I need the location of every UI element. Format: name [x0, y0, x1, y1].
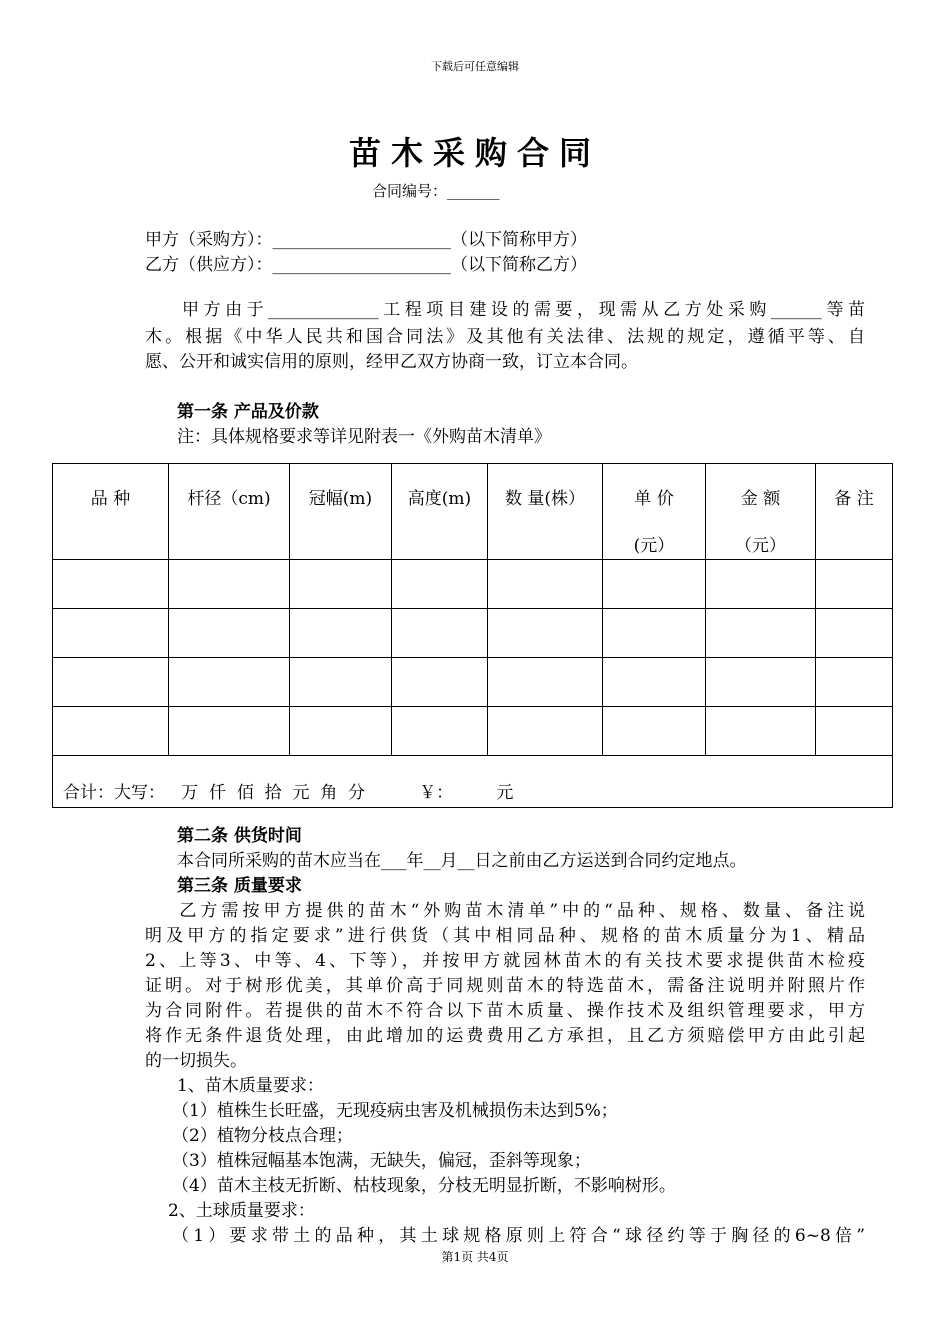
article-2-text: 本合同所采购的苗木应当在___年__月__日之前由乙方运送到合同约定地点。: [177, 851, 747, 871]
quality-item: （1）植株生长旺盛，无现疫病虫害及机械损伤未达到5%；: [172, 1101, 618, 1121]
header-cell: [169, 464, 290, 560]
header-cell: [603, 464, 706, 560]
party-a-line: 甲方（采购方）：_____________________（以下简称甲方）: [145, 230, 587, 250]
article-1-title: 第一条 产品及价款: [177, 402, 319, 422]
intro-line: 木。根据《中华人民共和国合同法》及其他有关法律、法规的规定，遵循平等、自: [145, 327, 865, 347]
article-1-note: 注：具体规格要求等详见附表一《外购苗木清单》: [177, 427, 551, 447]
table-row: [53, 609, 893, 658]
header-unit: (元）: [633, 536, 675, 556]
article-3-line: 将作无条件退货处理，由此增加的运费费用乙方承担，且乙方须赔偿甲方由此引起: [145, 1026, 865, 1046]
header-cell: [290, 464, 392, 560]
total-amount: 合计：大写： 万 仟 佰 拾 元 角 分 ￥： 元: [53, 756, 893, 808]
table-row: [53, 560, 893, 609]
table-total-row: [53, 756, 893, 808]
article-3-line: 的一切损失。: [145, 1051, 247, 1071]
product-price-table: [52, 463, 893, 808]
quality-item: 1、苗木质量要求：: [177, 1076, 324, 1096]
header-note: 下载后可任意编辑: [431, 60, 519, 73]
header-cell: [816, 464, 893, 560]
quality-item: （3）植株冠幅基本饱满，无缺失，偏冠，歪斜等现象；: [172, 1151, 591, 1171]
contract-number: 合同编号：_______: [372, 182, 500, 200]
header-label: 单 价: [634, 489, 674, 509]
intro-line: 愿、公开和诚实信用的原则，经甲乙双方协商一致，订立本合同。: [145, 352, 638, 372]
header-label: 备 注: [834, 489, 874, 509]
header-label: 杆径（cm): [187, 489, 271, 509]
article-3-line: 2、上等3、中等、4、下等），并按甲方就园林苗木的有关技术要求提供苗木检疫: [145, 951, 865, 971]
header-label: 冠幅(m): [308, 489, 373, 509]
article-3-title: 第三条 质量要求: [177, 876, 302, 896]
page-title: 苗木采购合同: [348, 134, 601, 172]
table-header-row: [53, 464, 893, 560]
table-row: [53, 658, 893, 707]
table-row: [53, 707, 893, 756]
header-label: 高度(m): [407, 489, 472, 509]
article-3-line: 为合同附件。若提供的苗木不符合以下苗木质量、操作技术及组织管理要求，甲方: [145, 1001, 865, 1021]
quality-item: 2、土球质量要求：: [168, 1201, 315, 1221]
quality-item: （1）要求带土的品种，其土球规格原则上符合“球径约等于胸径的6~8倍”: [172, 1226, 865, 1246]
header-cell: [53, 464, 169, 560]
header-label: 品 种: [90, 489, 131, 509]
article-3-line: 乙方需按甲方提供的苗木“外购苗木清单”中的“品种、规格、数量、备注说: [170, 901, 865, 921]
header-cell: [392, 464, 488, 560]
page-footer: 第1页 共4页: [441, 1250, 509, 1264]
header-label: 数 量(株）: [504, 489, 586, 509]
article-3-line: 明及甲方的指定要求”进行供货（其中相同品种、规格的苗木质量分为1、精品: [145, 926, 865, 946]
quality-item: （2）植物分枝点合理；: [172, 1126, 353, 1146]
header-unit: （元）: [735, 536, 786, 556]
header-label: 金 额: [740, 489, 781, 509]
quality-item: （4）苗木主枝无折断、枯枝现象，分枝无明显折断，不影响树形。: [172, 1176, 676, 1196]
intro-line: 甲方由于_____________工程项目建设的需要，现需从乙方处采购______等苗: [182, 300, 865, 320]
header-cell: [488, 464, 603, 560]
article-2-title: 第二条 供货时间: [177, 826, 302, 846]
party-b-line: 乙方（供应方）：_____________________（以下简称乙方）: [145, 255, 587, 275]
article-3-line: 证明。对于树形优美，其单价高于同规则苗木的特选苗木，需备注说明并附照片作: [145, 976, 865, 996]
header-cell: [706, 464, 816, 560]
